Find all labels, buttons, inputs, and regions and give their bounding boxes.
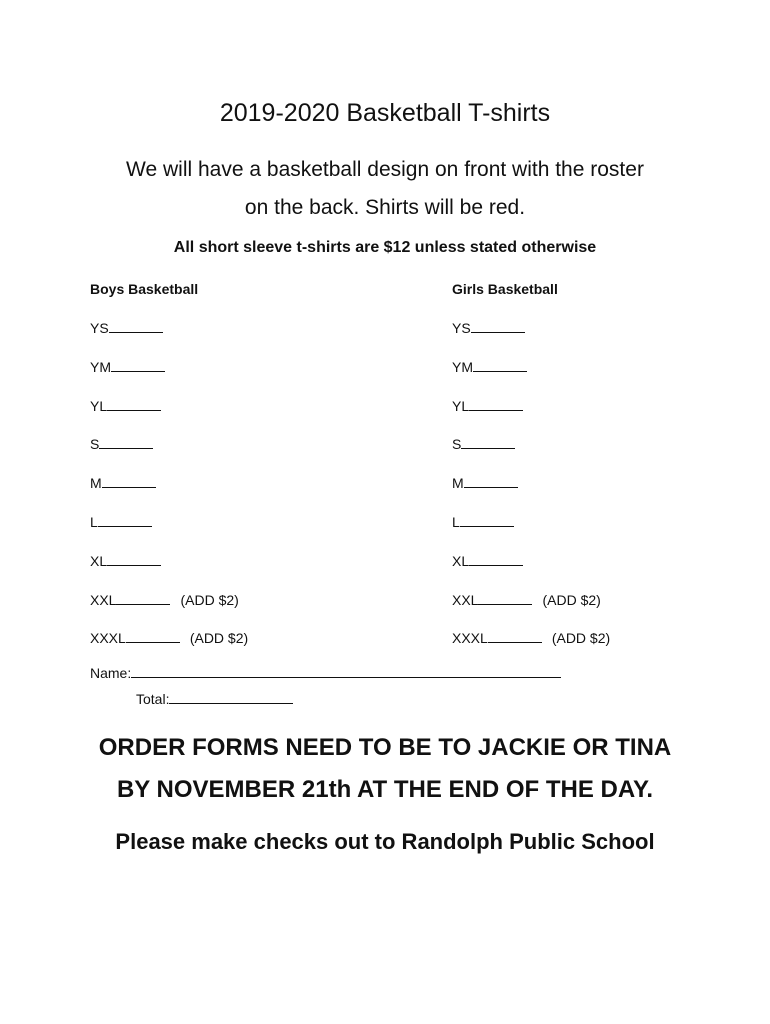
size-label: XL	[90, 553, 108, 569]
size-label: YS	[452, 320, 471, 336]
name-blank-line[interactable]	[131, 663, 561, 678]
quantity-blank-line[interactable]	[469, 551, 523, 566]
size-label: YM	[452, 359, 473, 375]
size-label: XXXL	[90, 630, 126, 646]
girls-size-row[interactable]	[452, 434, 515, 454]
boys-size-row[interactable]	[90, 473, 156, 493]
size-label: L	[90, 514, 98, 530]
total-label: Total:	[136, 691, 170, 707]
quantity-blank-line[interactable]	[469, 396, 523, 411]
boys-size-row[interactable]	[90, 590, 239, 610]
size-surcharge: (ADD $2)	[542, 592, 601, 608]
size-surcharge: (ADD $2)	[551, 630, 611, 646]
girls-size-row[interactable]	[452, 318, 525, 338]
size-label: YL	[452, 398, 470, 414]
girls-size-row[interactable]	[452, 628, 610, 648]
name-label: Name:	[90, 665, 132, 681]
size-label: M	[90, 475, 102, 491]
quantity-blank-line[interactable]	[471, 318, 525, 333]
boys-size-row[interactable]	[90, 628, 248, 648]
quantity-blank-line[interactable]	[126, 628, 180, 643]
boys-size-row[interactable]	[90, 512, 152, 532]
size-label: S	[90, 436, 100, 452]
boys-size-row[interactable]	[90, 434, 153, 454]
quantity-blank-line[interactable]	[111, 357, 165, 372]
size-label: XL	[452, 553, 470, 569]
size-label: M	[452, 475, 464, 491]
quantity-blank-line[interactable]	[102, 473, 156, 488]
quantity-blank-line[interactable]	[99, 434, 153, 449]
size-label: XXL	[452, 592, 479, 608]
boys-size-row[interactable]	[90, 551, 161, 571]
total-field[interactable]	[136, 689, 293, 709]
girls-size-row[interactable]	[452, 551, 523, 571]
size-surcharge: (ADD $2)	[180, 592, 239, 608]
quantity-blank-line[interactable]	[460, 512, 514, 527]
quantity-blank-line[interactable]	[107, 396, 161, 411]
girls-size-row[interactable]	[452, 396, 523, 416]
intro-line-2: on the back. Shirts will be red.	[244, 196, 526, 219]
girls-size-row[interactable]	[452, 512, 514, 532]
boys-size-row[interactable]	[90, 357, 165, 377]
boys-size-row[interactable]	[90, 396, 161, 416]
size-label: YS	[90, 320, 109, 336]
quantity-blank-line[interactable]	[109, 318, 163, 333]
deadline-notice	[0, 727, 770, 811]
checks-note: Please make checks out to Randolph Public School	[115, 829, 655, 854]
size-label: XXXL	[452, 630, 488, 646]
quantity-blank-line[interactable]	[107, 551, 161, 566]
page-title: 2019-2020 Basketball T-shirts	[219, 99, 551, 127]
deadline-line-1: ORDER FORMS NEED TO BE TO JACKIE OR TINA	[98, 734, 672, 761]
quantity-blank-line[interactable]	[116, 590, 170, 605]
quantity-blank-line[interactable]	[98, 512, 152, 527]
quantity-blank-line[interactable]	[461, 434, 515, 449]
quantity-blank-line[interactable]	[478, 590, 532, 605]
size-label: YL	[90, 398, 108, 414]
boys-heading: Boys Basketball	[90, 281, 199, 297]
price-note: All short sleeve t-shirts are $12 unless stated otherwise	[173, 239, 597, 256]
boys-size-row[interactable]	[90, 318, 163, 338]
girls-size-row[interactable]	[452, 473, 518, 493]
size-label: L	[452, 514, 460, 530]
name-field[interactable]	[90, 663, 561, 683]
girls-size-row[interactable]	[452, 357, 527, 377]
quantity-blank-line[interactable]	[473, 357, 527, 372]
girls-heading: Girls Basketball	[452, 281, 558, 297]
size-label: YM	[90, 359, 111, 375]
intro-line-1: We will have a basketball design on front with the roster	[126, 158, 644, 181]
quantity-blank-line[interactable]	[488, 628, 542, 643]
quantity-blank-line[interactable]	[464, 473, 518, 488]
total-blank-line[interactable]	[169, 689, 293, 704]
girls-size-row[interactable]	[452, 590, 601, 610]
size-surcharge: (ADD $2)	[189, 630, 249, 646]
size-label: XXL	[90, 592, 117, 608]
intro-text	[0, 151, 770, 227]
deadline-line-2: BY NOVEMBER 21th AT THE END OF THE DAY.	[116, 776, 654, 803]
size-label: S	[452, 436, 462, 452]
